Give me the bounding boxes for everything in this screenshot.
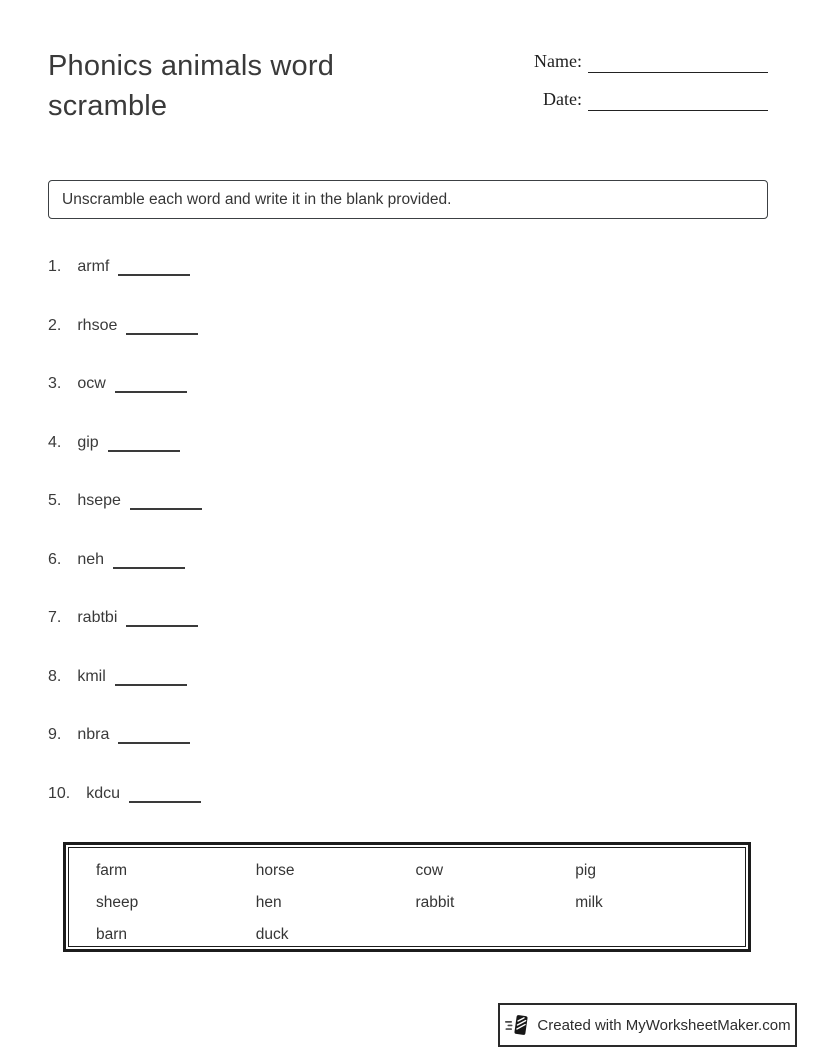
question-row [48, 606, 202, 627]
answer-blank[interactable] [115, 370, 187, 393]
flying-worksheet-icon [504, 1012, 530, 1038]
word-bank-word: farm [96, 862, 127, 879]
answer-blank[interactable] [129, 780, 201, 803]
answer-blank[interactable] [126, 604, 198, 627]
question-row [48, 782, 202, 803]
scrambled-word: hsepe [77, 492, 121, 509]
question-row [48, 431, 202, 452]
word-bank-word: cow [415, 862, 444, 879]
question-number: 7. [48, 609, 62, 626]
instructions-text: Unscramble each word and write it in the blank provided. [62, 190, 452, 208]
answer-blank[interactable] [108, 429, 180, 452]
name-date-block [518, 50, 768, 126]
credit-box[interactable] [498, 1003, 797, 1047]
question-number: 4. [48, 433, 62, 451]
scrambled-word: rabtbi [77, 609, 118, 626]
question-number: 9. [48, 726, 62, 743]
word-bank-word: hen [255, 894, 282, 911]
scrambled-word: kdcu [86, 784, 121, 802]
answer-blank[interactable] [113, 546, 185, 569]
question-number: 2. [48, 316, 62, 334]
answer-blank[interactable] [118, 721, 190, 744]
word-bank-word: barn [96, 926, 128, 943]
question-number: 3. [48, 375, 62, 392]
credit-text: Created with MyWorksheetMaker.com [537, 1016, 791, 1034]
scrambled-word: ocw [77, 375, 106, 392]
answer-blank[interactable] [130, 487, 202, 510]
word-bank-word: pig [575, 862, 596, 879]
answer-blank[interactable] [126, 312, 198, 335]
question-row [48, 372, 202, 393]
question-number: 5. [48, 492, 62, 509]
name-label: Name: [534, 51, 582, 71]
date-blank-line[interactable] [588, 88, 768, 111]
name-row [518, 50, 768, 73]
name-blank-line[interactable] [588, 50, 768, 73]
question-row [48, 723, 202, 744]
answer-blank[interactable] [118, 253, 190, 276]
scrambled-word: neh [77, 550, 105, 568]
word-bank-word: horse [255, 862, 295, 879]
scrambled-word: nbra [77, 726, 110, 743]
word-bank-grid [68, 847, 746, 947]
question-row [48, 548, 202, 569]
question-row [48, 489, 202, 510]
question-number: 10. [48, 784, 71, 802]
word-bank [63, 842, 751, 952]
scrambled-word: armf [77, 258, 110, 275]
word-bank-word: duck [255, 926, 289, 943]
instructions-box [48, 180, 768, 219]
question-number: 6. [48, 550, 62, 568]
scrambled-word: gip [77, 433, 99, 451]
question-number: 8. [48, 667, 62, 685]
question-row [48, 255, 202, 276]
date-label: Date: [543, 89, 582, 109]
page-title: Phonics animals word scramble [48, 50, 335, 122]
word-bank-word: rabbit [415, 894, 455, 911]
word-bank-word: milk [575, 894, 603, 911]
word-bank-word: sheep [96, 894, 139, 911]
scrambled-word: kmil [77, 667, 106, 685]
question-number: 1. [48, 258, 62, 275]
question-row [48, 314, 202, 335]
scrambled-word: rhsoe [77, 316, 118, 334]
date-row [518, 88, 768, 111]
question-list [48, 255, 202, 840]
answer-blank[interactable] [115, 663, 187, 686]
question-row [48, 665, 202, 686]
